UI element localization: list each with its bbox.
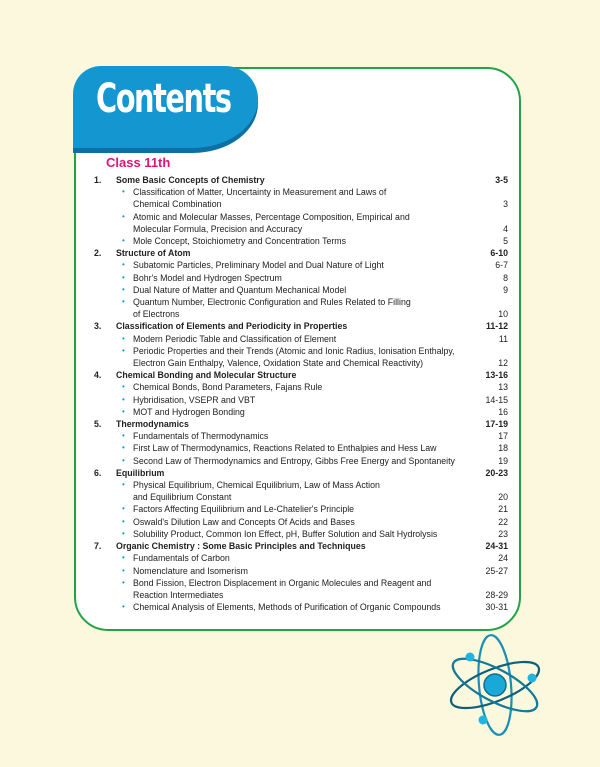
topic-row [94,601,508,613]
topic-pages: 25-27 [485,565,508,576]
topic-row [94,394,508,406]
topic-title: MOT and Hydrogen Bonding [133,406,245,417]
topic-title: Hybridisation, VSEPR and VBT [133,394,256,405]
topic-row [94,442,508,454]
topic-row [94,284,508,296]
topic-pages: 12 [498,358,508,369]
topic-title: First Law of Thermodynamics, Reactions Related to Enthalpies and Hess Law [133,443,437,454]
bullet-icon: • [122,394,125,404]
topic-row [94,381,508,393]
bullet-icon: • [122,382,125,392]
topic-title: Solubility Product, Common Ion Effect, pH, Buffer Solution and Salt Hydrolysis [133,528,438,539]
topic-row [94,272,508,284]
topic-title: Atomic and Molecular Masses, Percentage Composition, Empirical and Molecular Formula, Precision and Accuracy [133,211,410,234]
topic-title: Bond Fission, Electron Displacement in Organic Molecules and Reagent and Reaction Intermediates [133,577,432,600]
topic-row [94,577,508,601]
chapter-number: 1. [94,175,102,185]
topic-row [94,516,508,528]
topic-title: Second Law of Thermodynamics and Entropy, Gibbs Free Energy and Spontaneity [133,455,455,466]
atom-icon [440,630,550,740]
topic-title: Oswald's Dilution Law and Concepts Of Acids and Bases [133,516,355,527]
chapter-number: 2. [94,248,102,259]
topic-pages: 21 [498,504,508,515]
bullet-icon: • [122,516,125,526]
topic-pages: 10 [498,309,508,320]
chapter-title: Structure of Atom [116,248,191,259]
topic-pages: 3 [503,199,508,210]
topic-title: Fundamentals of Thermodynamics [133,431,269,442]
topic-row [94,259,508,271]
chapter-pages: 6-10 [490,248,508,259]
topic-pages: 9 [503,284,508,295]
bullet-icon: • [122,443,125,453]
chapter-row [94,467,508,479]
topic-title: Physical Equilibrium, Chemical Equilibrium, Law of Mass Action and Equilibrium Constant [133,480,380,503]
topic-pages: 6-7 [495,260,508,271]
chapter-number: 3. [94,321,102,332]
bullet-icon: • [122,211,125,221]
topic-pages: 4 [503,223,508,234]
topic-pages: 30-31 [485,602,508,613]
topic-pages: 23 [498,528,508,539]
topic-title: Chemical Bonds, Bond Parameters, Fajans Rule [133,382,323,393]
topic-pages: 18 [498,443,508,454]
topic-row [94,345,508,369]
bullet-icon: • [122,406,125,416]
topic-title: Dual Nature of Matter and Quantum Mechanical Model [133,284,347,295]
topic-pages: 14-15 [485,394,508,405]
topic-row [94,406,508,418]
chapter-row [94,247,508,259]
bullet-icon: • [122,528,125,538]
topic-title: Periodic Properties and their Trends (Atomic and Ionic Radius, Ionisation Enthalpy, Electron Gain Enthalpy, Valence, Oxidation State and Chemical Reactivity) [133,345,455,369]
topic-pages: 11 [498,333,508,344]
chapter-title: Thermodynamics [116,419,189,430]
topic-row [94,430,508,442]
topic-row [94,479,508,503]
chapter-row [94,174,508,186]
chapter-pages: 13-16 [485,370,508,381]
chapter-title: Some Basic Concepts of Chemistry [116,175,265,185]
bullet-icon: • [122,480,125,490]
topic-pages: 16 [498,406,508,417]
topic-row [94,455,508,467]
topic-pages: 19 [498,455,508,466]
topic-row [94,296,508,320]
bullet-icon: • [122,345,125,355]
chapter-row [94,418,508,430]
topic-title: Subatomic Particles, Preliminary Model and Dual Nature of Light [133,260,384,271]
topic-pages: 20 [498,492,508,503]
bullet-icon: • [122,187,125,197]
bullet-icon: • [122,602,125,612]
bullet-icon: • [122,504,125,514]
chapter-title: Equilibrium [116,467,165,478]
bullet-icon: • [122,333,125,343]
bullet-icon: • [122,284,125,294]
chapter-title: Chemical Bonding and Molecular Structure [116,370,297,381]
topic-row [94,211,508,235]
bullet-icon: • [122,297,125,307]
topic-pages: 8 [503,272,508,283]
bullet-icon: • [122,260,125,270]
topic-row [94,333,508,345]
topic-title: Factors Affecting Equilibrium and Le-Chatelier's Principle [133,504,355,515]
topic-row [94,528,508,540]
topic-pages: 28-29 [485,589,508,600]
topic-row [94,565,508,577]
chapter-pages: 11-12 [485,321,508,332]
topic-pages: 13 [498,382,508,393]
chapter-pages: 20-23 [485,467,508,478]
bullet-icon: • [122,455,125,465]
bullet-icon: • [122,565,125,575]
topic-title: Nomenclature and Isomerism [133,565,248,576]
topic-row [94,186,508,210]
topic-pages: 24 [498,553,508,564]
topic-title: Quantum Number, Electronic Configuration and Rules Related to Filling of Electrons [133,297,411,320]
topic-title: Mole Concept, Stoichiometry and Concentration Terms [133,236,347,247]
chapter-pages: 3-5 [495,175,508,185]
chapter-row [94,320,508,332]
chapter-number: 7. [94,541,102,552]
topic-row [94,503,508,515]
page-title: Contents [96,76,231,122]
topic-pages: 22 [498,516,508,527]
bullet-icon: • [122,431,125,441]
chapter-row [94,540,508,552]
chapter-title: Organic Chemistry : Some Basic Principles and Techniques [116,541,366,552]
bullet-icon: • [122,577,125,587]
bullet-icon: • [122,272,125,282]
class-label: Class 11th [106,155,171,170]
topic-row [94,552,508,564]
topic-pages: 17 [498,431,508,442]
chapter-number: 4. [94,370,102,381]
chapter-number: 6. [94,467,102,478]
topic-row [94,235,508,247]
bullet-icon: • [122,553,125,563]
topic-title: Classification of Matter, Uncertainty in Measurement and Laws of Chemical Combination [133,187,387,210]
topic-title: Fundamentals of Carbon [133,553,230,564]
topic-title: Chemical Analysis of Elements, Methods of Purification of Organic Compounds [133,602,441,613]
chapter-number: 5. [94,419,102,430]
chapter-row [94,369,508,381]
chapter-pages: 17-19 [485,419,508,430]
chapter-title: Classification of Elements and Periodicity in Properties [116,321,348,332]
bullet-icon: • [122,236,125,246]
topic-pages: 5 [503,236,508,247]
topic-title: Bohr's Model and Hydrogen Spectrum [133,272,282,283]
table-of-contents [94,174,508,613]
topic-title: Modern Periodic Table and Classification of Element [133,333,337,344]
chapter-pages: 24-31 [485,541,508,552]
